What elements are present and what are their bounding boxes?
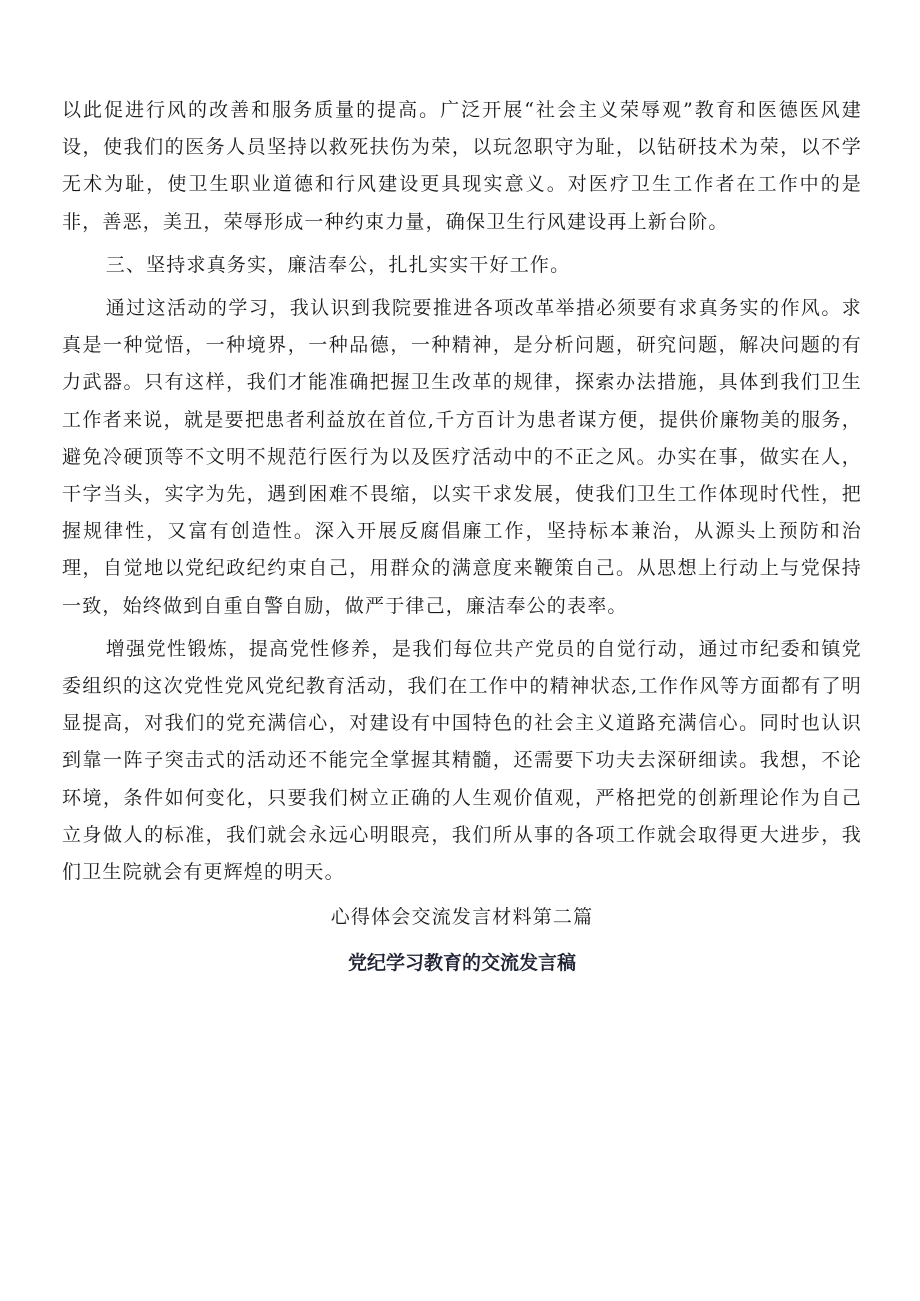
paragraph-party-spirit: 增强党性锻炼，提高党性修养，是我们每位共产党员的自觉行动，通过市纪委和镇党委组织的这次党性党风党纪教育活动，我们在工作中的精神状态,工作作风等方面都有了明显提高，对我们的党充满信心，对建设有中国特色的社会主义道路充满信心。同时也认识到靠一阵子突击式的活动还不能完全掌握其精髓，还需要下功夫去深研细读。我想，不论环境，条件如何变化，只要我们树立正确的人生观价值观，严格把党的创新理论作为自己立身做人的标准，我们就会永远心明眼亮，我们所从事的各项工作就会取得更大进步，我们卫生院就会有更辉煌的明天。 (62, 637, 862, 884)
document-title: 党纪学习教育的交流发言稿 (347, 952, 576, 975)
paragraph-continuation: 以此促进行风的改善和服务质量的提高。广泛开展“社会主义荣辱观”教育和医德医风建设，使我们的医务人员坚持以救死扶伤为荣，以玩忽职守为耻，以钻研技术为荣，以不学无术为耻，使卫生职业道德和行风建设更具现实意义。对医疗卫生工作者在工作中的是非，善恶，美丑，荣辱形成一种约束力量，确保卫生行风建设再上新台阶。 (62, 99, 862, 233)
paragraph-study-reflection: 通过这活动的学习，我认识到我院要推进各项改革举措必须要有求真务实的作风。求真是一种觉悟，一种境界，一种品德，一种精神，是分析问题，研究问题，解决问题的有力武器。只有这样，我们才能准确把握卫生改革的规律，探索办法措施，具体到我们卫生工作者来说，就是要把患者利益放在首位,千方百计为患者谋方便，提供价廉物美的服务，避免冷硬顶等不文明不规范行医行为以及医疗活动中的不正之风。办实在事，做实在人，干字当头，实字为先，遇到困难不畏缩，以实干求发展，使我们卫生工作体现时代性，把握规律性，又富有创造性。深入开展反腐倡廉工作，坚持标本兼治，从源头上预防和治理，自觉地以党纪政纪约束自己，用群众的满意度来鞭策自己。从思想上行动上与党保持一致，始终做到自重自警自励，做严于律己，廉洁奉公的表率。 (62, 297, 862, 617)
document-page (62, 92, 862, 983)
section-heading-three: 三、坚持求真务实，廉洁奉公，扎扎实实干好工作。 (105, 253, 571, 276)
section-subtitle: 心得体会交流发言材料第二篇 (330, 906, 594, 929)
